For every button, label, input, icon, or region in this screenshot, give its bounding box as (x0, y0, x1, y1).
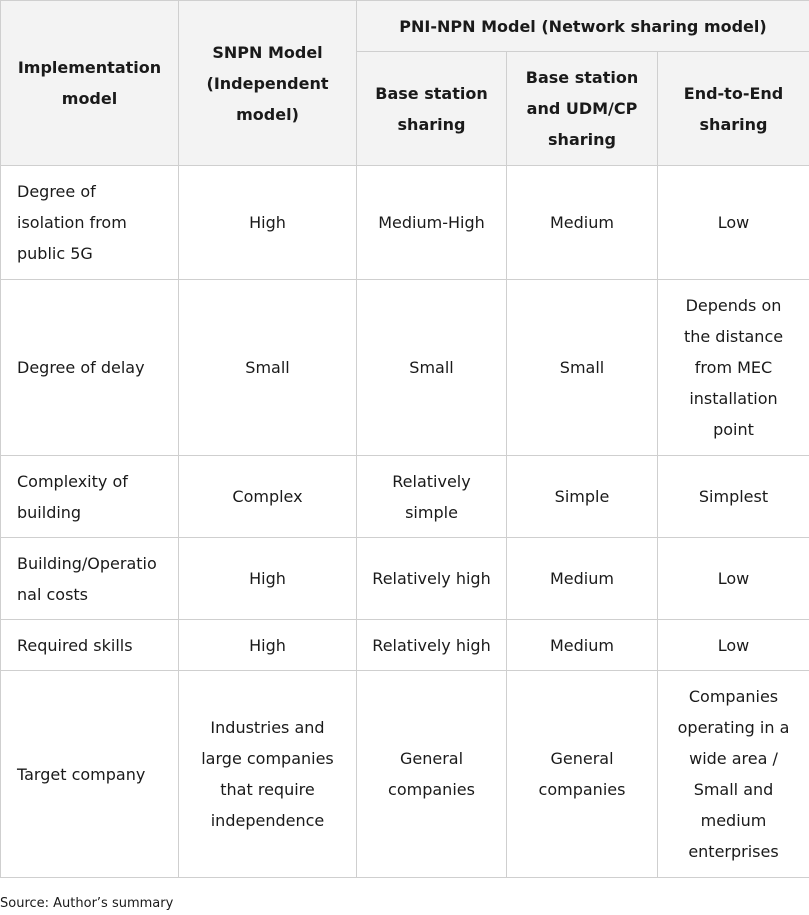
table-body (1, 166, 809, 878)
cell-base-station-sharing: Small (357, 280, 507, 456)
cell-end-to-end-sharing: Low (658, 538, 809, 620)
cell-base-station-sharing: Relatively simple (357, 456, 507, 538)
cell-snpn: High (179, 620, 357, 671)
table-row (1, 280, 809, 456)
cell-base-station-udm-cp-sharing: Medium (507, 620, 658, 671)
cell-snpn: Industries and large companies that require independence (179, 671, 357, 878)
header-pni-npn-model: PNI-NPN Model (Network sharing model) (357, 1, 809, 52)
header-row-top (1, 1, 809, 52)
cell-base-station-sharing: General companies (357, 671, 507, 878)
cell-base-station-sharing: Relatively high (357, 620, 507, 671)
cell-base-station-udm-cp-sharing: Simple (507, 456, 658, 538)
cell-base-station-udm-cp-sharing: Medium (507, 538, 658, 620)
row-label-target-company: Target company (1, 671, 179, 878)
row-label-costs: Building/Operatio nal costs (1, 538, 179, 620)
cell-base-station-udm-cp-sharing: Small (507, 280, 658, 456)
row-label-isolation: Degree of isolation from public 5G (1, 166, 179, 280)
cell-end-to-end-sharing: Simplest (658, 456, 809, 538)
cell-end-to-end-sharing: Depends on the distance from MEC installation point (658, 280, 809, 456)
table-row (1, 671, 809, 878)
header-implementation-model: Implementation model (1, 1, 179, 166)
row-label-delay: Degree of delay (1, 280, 179, 456)
cell-end-to-end-sharing: Low (658, 166, 809, 280)
cell-snpn: Complex (179, 456, 357, 538)
header-end-to-end-sharing: End-to-End sharing (658, 52, 809, 166)
header-base-station-udm-cp-sharing: Base station and UDM/CP sharing (507, 52, 658, 166)
source-note: Source: Author’s summary (0, 896, 174, 911)
cell-base-station-udm-cp-sharing: Medium (507, 166, 658, 280)
cell-snpn: High (179, 538, 357, 620)
table-header (1, 1, 809, 166)
cell-base-station-udm-cp-sharing: General companies (507, 671, 658, 878)
row-label-skills: Required skills (1, 620, 179, 671)
cell-snpn: High (179, 166, 357, 280)
table-row (1, 620, 809, 671)
header-snpn-model: SNPN Model (Independent model) (179, 1, 357, 166)
cell-base-station-sharing: Relatively high (357, 538, 507, 620)
cell-end-to-end-sharing: Companies operating in a wide area / Small and medium enterprises (658, 671, 809, 878)
cell-base-station-sharing: Medium-High (357, 166, 507, 280)
table-row (1, 538, 809, 620)
cell-end-to-end-sharing: Low (658, 620, 809, 671)
row-label-complexity: Complexity of building (1, 456, 179, 538)
table-row (1, 456, 809, 538)
header-base-station-sharing: Base station sharing (357, 52, 507, 166)
cell-snpn: Small (179, 280, 357, 456)
table-row (1, 166, 809, 280)
